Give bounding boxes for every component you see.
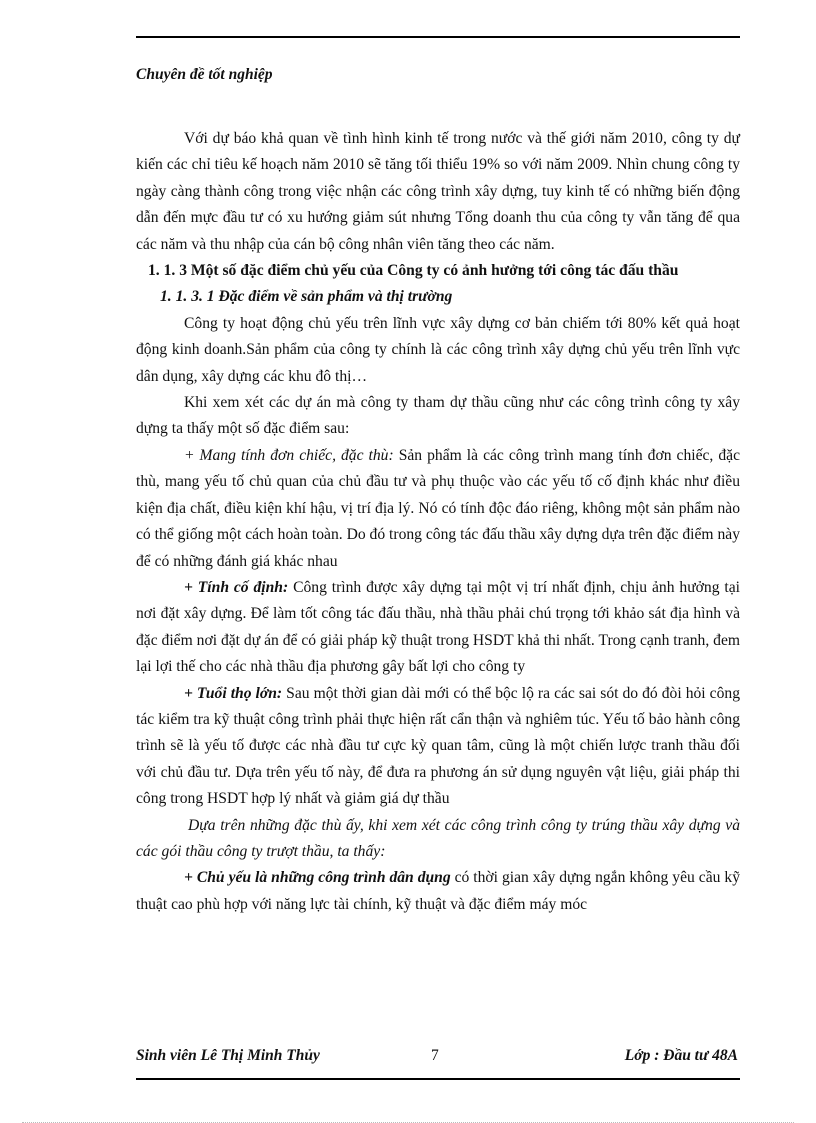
lead-lifespan: + Tuổi thọ lớn: (184, 684, 283, 702)
text-civil: có thời gian xây dựng ngắn không yêu cầu kỹ thuật cao phù hợp với năng lực tài chính, kỹ thuật và đặc điểm máy móc (136, 869, 740, 913)
paragraph-business: Công ty hoạt động chủ yếu trên lĩnh vực xây dựng cơ bản chiếm tới 80% kết quả hoạt động kinh doanh.Sản phẩm của công ty chính là các công trình xây dựng chủ yếu trên lĩnh vực dân dụng, xây dựng các khu đô thị… (136, 314, 740, 385)
paragraph-characteristics-intro: Khi xem xét các dự án mà công ty tham dự thầu cũng như các công trình công ty xây dựng ta thấy một số đặc điểm sau: (136, 394, 740, 438)
paragraph-lifespan (136, 681, 740, 813)
footer-rule (136, 1078, 740, 1080)
header-rule (136, 36, 740, 38)
lead-unique: + Mang tính đơn chiếc, đặc thù: (184, 446, 394, 464)
page-number: 7 (431, 1047, 439, 1064)
text-fixed: Công trình được xây dựng tại một vị trí nhất định, chịu ảnh hưởng tại nơi đặt xây dựng. Để làm tốt công tác đấu thầu, nhà thầu phải chú trọng tới khảo sát địa hình và đặc điểm nơi đặt dự án để có giải pháp kỹ thuật trong HSDT khả thi nhất. Trong cạnh tranh, đem lại lợi thế cho các nhà thầu địa phương gây bất lợi cho công ty (136, 578, 740, 676)
paragraph-unique (136, 443, 740, 575)
lead-fixed: + Tính cố định: (184, 578, 289, 596)
text-lifespan: Sau một thời gian dài mới có thể bộc lộ ra các sai sót do đó đòi hỏi công tác kiểm tra kỹ thuật công trình phải thực hiện rất cẩn thận và nghiêm túc. Yếu tố bảo hành công trình sẽ là yếu tố được các nhà đầu tư cực kỳ quan tâm, cũng là một chiến lược tranh thầu đối với chủ đầu tư. Dựa trên yếu tố này, để đưa ra phương án sử dụng nguyên vật liệu, giải pháp thi công trong HSDT hợp lý nhất và giảm giá dự thầu (136, 684, 740, 808)
lead-civil: + Chủ yếu là những công trình dân dụng (184, 869, 451, 887)
paragraph-outlook: Với dự báo khả quan về tình hình kinh tế trong nước và thế giới năm 2010, công ty dự kiến các chỉ tiêu kế hoạch năm 2010 sẽ tăng tối thiểu 19% so với năm 2009. Nhìn chung công ty ngày càng thành công trong việc nhận các công trình xây dựng, tuy kinh tế có những biến động dẫn đến mực đầu tư có xu hướng giảm sút nhưng Tổng doanh thu của công ty vẫn tăng để qua các năm và thu nhập của cán bộ công nhân viên tăng theo các năm. (136, 130, 740, 253)
paragraph-summary: Dựa trên những đặc thù ấy, khi xem xét các công trình công ty trúng thầu xây dựng và các gói thầu công ty trượt thầu, ta thấy: (136, 816, 740, 860)
section-heading: 1. 1. 3 Một số đặc điểm chủ yếu của Công ty có ảnh hưởng tới công tác đấu thầu (148, 262, 679, 280)
text-unique: Sản phẩm là các công trình mang tính đơn chiếc, đặc thù, mang yếu tố chủ quan của chủ đầu tư và phụ thuộc vào các yếu tố cố định khác như điều kiện địa chất, điều kiện khí hậu, vị trí địa lý. Nó có tính độc đáo riêng, không một sản phẩm nào có thể giống một cách hoàn toàn. Do đó trong công tác đấu thầu xây dựng dựa trên đặc điểm này để có những đánh giá khác nhau (136, 446, 740, 570)
footer-student: Sinh viên Lê Thị Minh Thủy (136, 1047, 320, 1064)
paragraph-fixed (136, 575, 740, 681)
subsection-heading: 1. 1. 3. 1 Đặc điểm về sản phẩm và thị trường (160, 288, 453, 306)
header-title: Chuyên đề tốt nghiệp (136, 66, 273, 83)
footer-class: Lớp : Đầu tư 48A (624, 1047, 738, 1064)
paragraph-civil (136, 865, 740, 918)
page-body (136, 126, 740, 918)
